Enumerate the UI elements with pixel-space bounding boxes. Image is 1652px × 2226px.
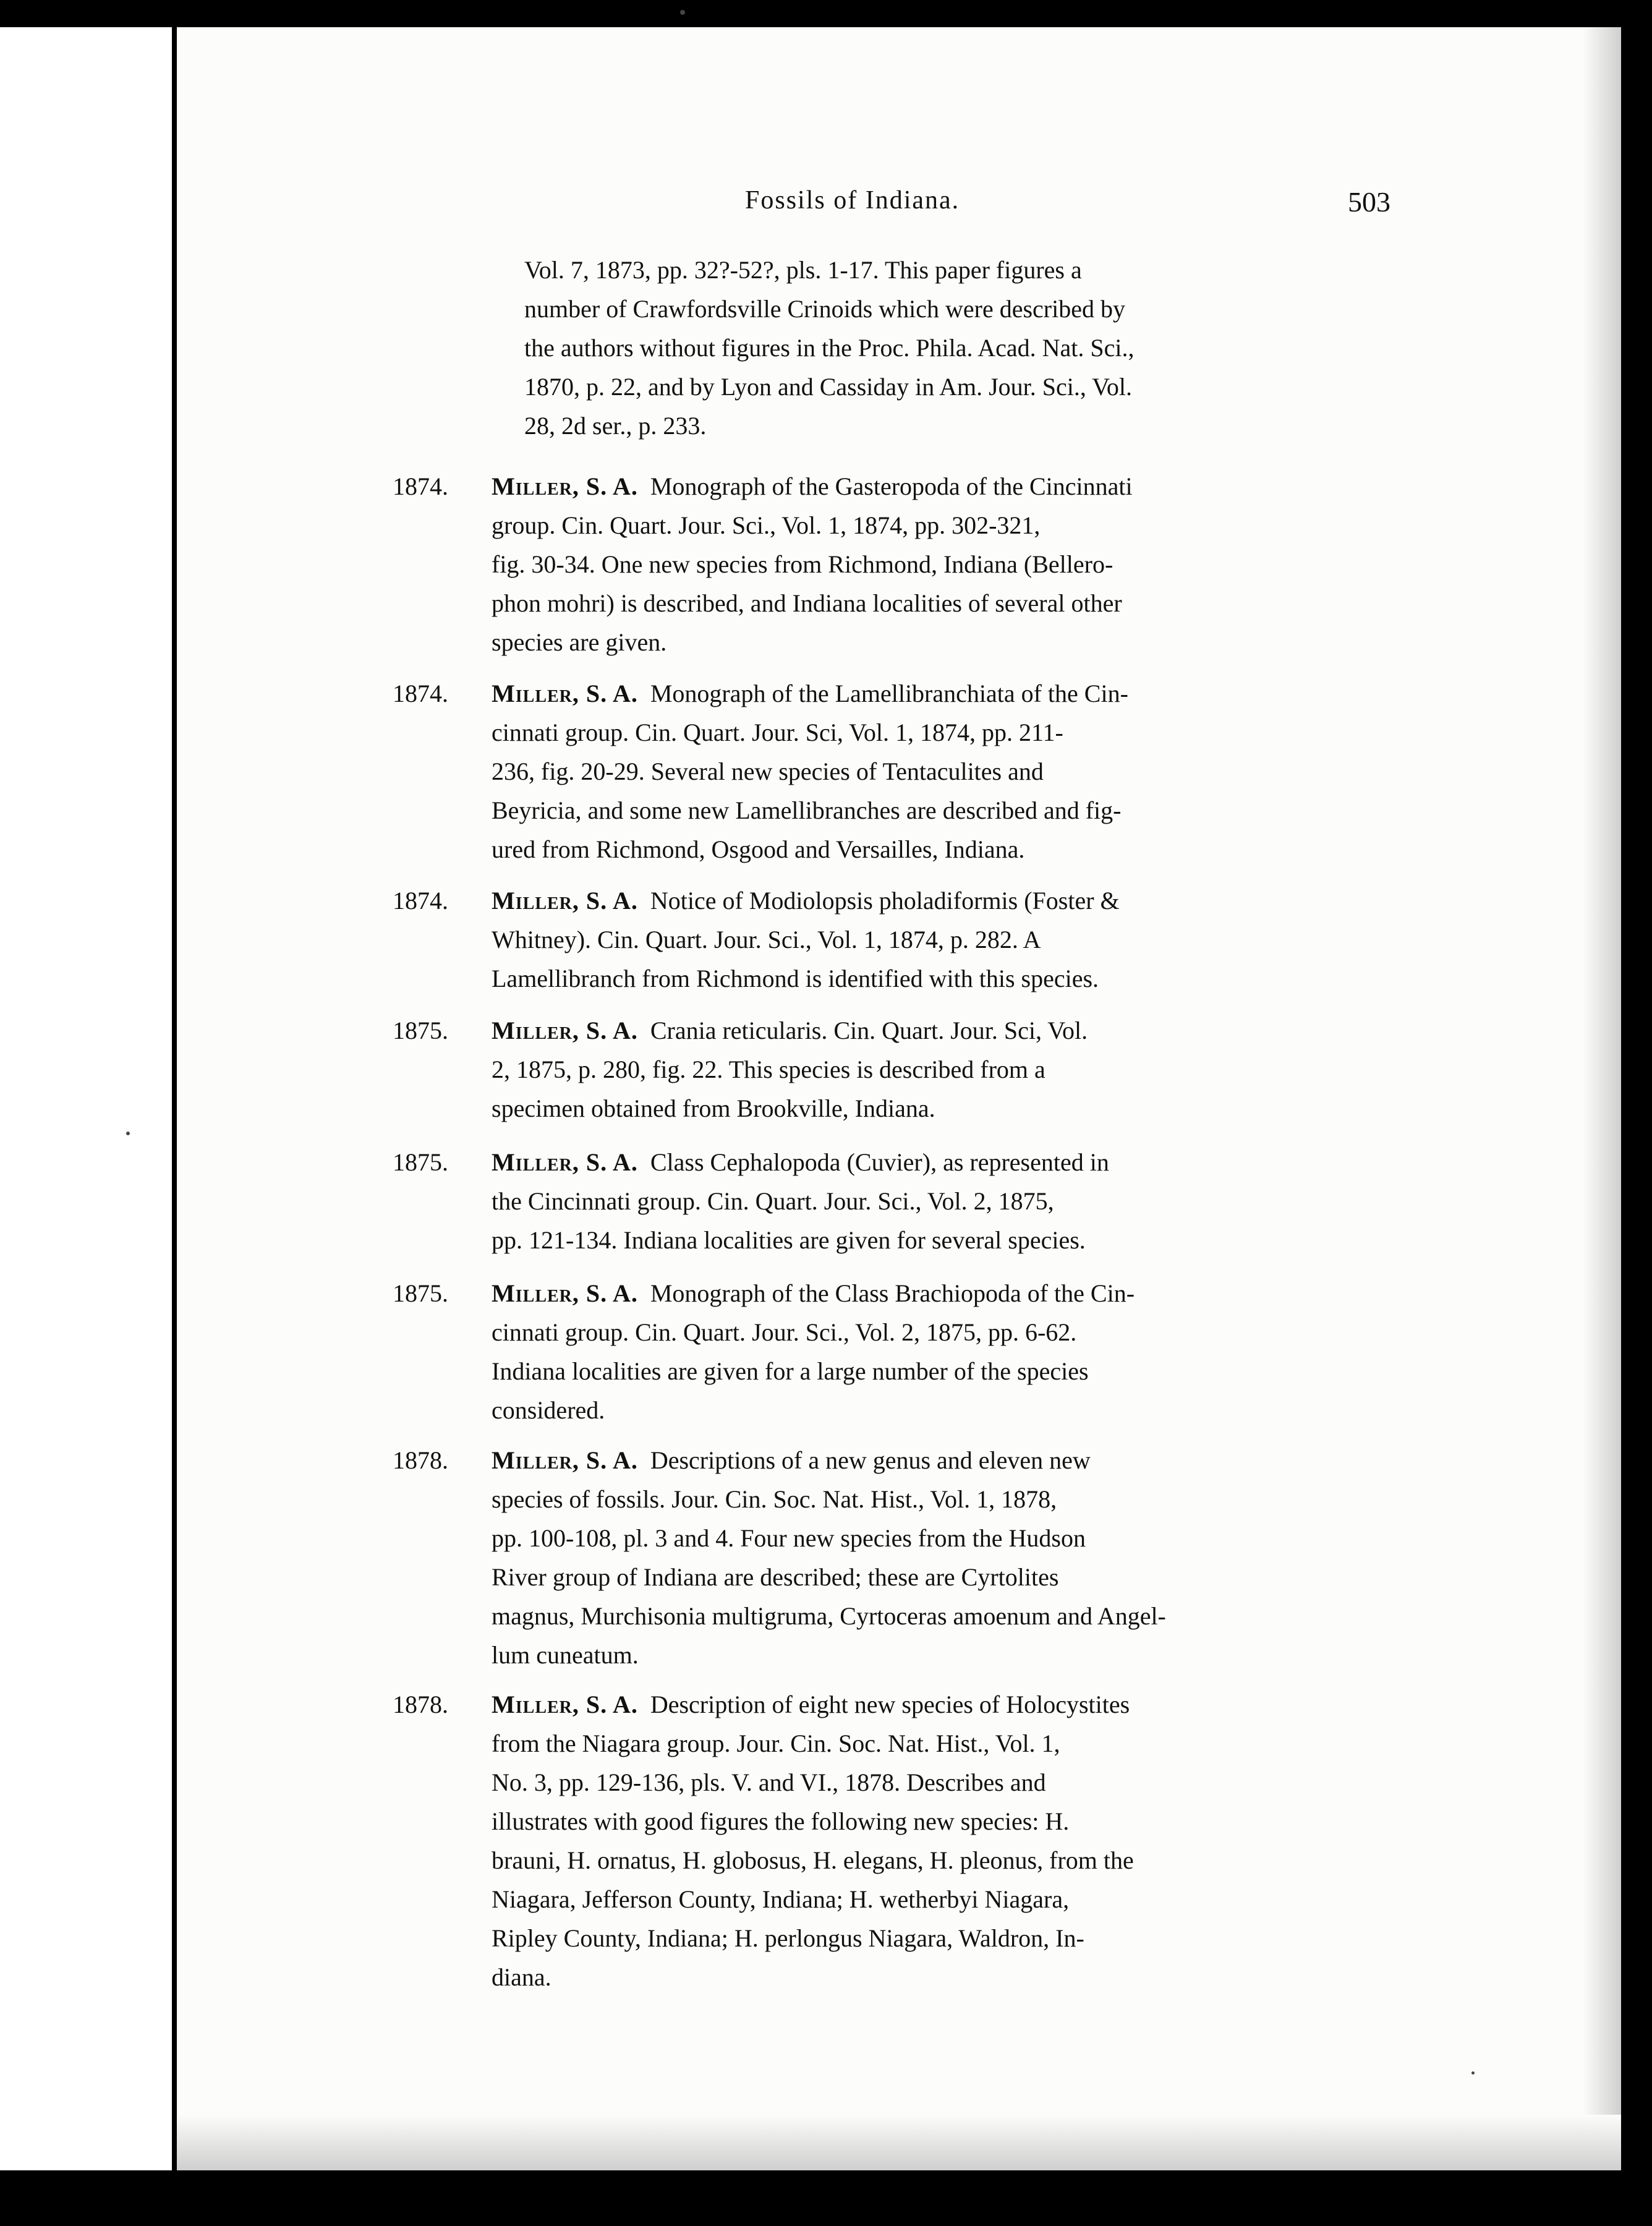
entry-year: 1878. xyxy=(393,1446,448,1474)
entry-year: 1874. xyxy=(393,472,448,500)
text-line: cinnati group. Cin. Quart. Jour. Sci., Vol. 2, 1875, pp. 6-62. xyxy=(492,1318,1077,1346)
text-line: Indiana localities are given for a large number of the species xyxy=(492,1357,1089,1385)
entry-text xyxy=(492,674,1400,869)
text-line: group. Cin. Quart. Jour. Sci., Vol. 1, 1874, pp. 302-321, xyxy=(492,511,1041,539)
text-line: River group of Indiana are described; these are Cyrtolites xyxy=(492,1563,1059,1591)
text-line: fig. 30-34. One new species from Richmond, Indiana (Bellero- xyxy=(492,550,1113,578)
entry-author: Miller, S. A. xyxy=(492,1691,638,1718)
entry-first-line xyxy=(492,1143,1400,1182)
entry-text xyxy=(492,1441,1400,1674)
entry-author: Miller, S. A. xyxy=(492,1279,638,1307)
entry-year: 1874. xyxy=(393,680,448,707)
text-line: Beyricia, and some new Lamellibranches are described and fig- xyxy=(492,796,1122,824)
binding-gutter-line xyxy=(172,0,177,2226)
entry-text xyxy=(492,1685,1400,1997)
entry-text xyxy=(492,1274,1400,1430)
entry-year: 1874. xyxy=(393,887,448,915)
text-line: diana. xyxy=(492,1963,551,1991)
text-line: considered. xyxy=(492,1396,605,1424)
entry-year: 1878. xyxy=(393,1691,448,1718)
text-line: Description of eight new species of Holocystites xyxy=(650,1691,1130,1718)
entry-text xyxy=(492,467,1400,662)
page-edge-shadow-bottom xyxy=(177,2115,1621,2170)
page-number: 503 xyxy=(1348,186,1390,218)
text-line: specimen obtained from Brookville, Indiana. xyxy=(492,1094,935,1122)
running-head: Fossils of Indiana. xyxy=(745,186,960,215)
text-line: 1870, p. 22, and by Lyon and Cassiday in Am. Jour. Sci., Vol. xyxy=(524,373,1132,401)
entry-author: Miller, S. A. xyxy=(492,680,638,707)
entry-year: 1875. xyxy=(393,1148,448,1176)
page-edge-shadow-right xyxy=(1583,27,1621,2170)
text-line: number of Crawfordsville Crinoids which were described by xyxy=(524,295,1125,323)
entry-first-line xyxy=(492,674,1400,713)
scan-border-right xyxy=(1621,0,1652,2226)
entry-author: Miller, S. A. xyxy=(492,1148,638,1176)
entry-year: 1875. xyxy=(393,1279,448,1307)
text-line: Ripley County, Indiana; H. perlongus Niagara, Waldron, In- xyxy=(492,1924,1084,1952)
text-line: brauni, H. ornatus, H. globosus, H. elegans, H. pleonus, from the xyxy=(492,1846,1134,1874)
entry-author: Miller, S. A. xyxy=(492,472,638,500)
text-line: ured from Richmond, Osgood and Versailles, Indiana. xyxy=(492,835,1025,863)
text-line: 28, 2d ser., p. 233. xyxy=(524,412,707,440)
continuation-paragraph xyxy=(524,250,1400,445)
text-line: the authors without figures in the Proc. Phila. Acad. Nat. Sci., xyxy=(524,334,1135,362)
entry-first-line xyxy=(492,1685,1400,1724)
entry-text xyxy=(492,1143,1400,1260)
text-line: Lamellibranch from Richmond is identified with this species. xyxy=(492,965,1099,992)
text-line: Vol. 7, 1873, pp. 32?-52?, pls. 1-17. This paper figures a xyxy=(524,256,1082,284)
entry-author: Miller, S. A. xyxy=(492,1446,638,1474)
text-line: Monograph of the Class Brachiopoda of the Cin- xyxy=(650,1279,1135,1307)
text-line: from the Niagara group. Jour. Cin. Soc. Nat. Hist., Vol. 1, xyxy=(492,1729,1060,1757)
text-line: Monograph of the Lamellibranchiata of the Cin- xyxy=(650,680,1128,707)
speck-mark xyxy=(680,10,685,15)
entry-first-line xyxy=(492,467,1400,506)
text-line: 236, fig. 20-29. Several new species of Tentaculites and xyxy=(492,757,1044,785)
entry-author: Miller, S. A. xyxy=(492,1017,638,1044)
text-line: lum cuneatum. xyxy=(492,1641,639,1669)
text-line: phon mohri) is described, and Indiana localities of several other xyxy=(492,589,1122,617)
entry-first-line xyxy=(492,1011,1400,1050)
text-line: Monograph of the Gasteropoda of the Cincinnati xyxy=(650,472,1133,500)
scan-border-bottom xyxy=(0,2170,1652,2226)
text-line: Class Cephalopoda (Cuvier), as represented in xyxy=(650,1148,1109,1176)
text-line: Notice of Modiolopsis pholadiformis (Foster & xyxy=(650,887,1120,915)
text-line: pp. 100-108, pl. 3 and 4. Four new species from the Hudson xyxy=(492,1524,1086,1552)
text-line: Whitney). Cin. Quart. Jour. Sci., Vol. 1, 1874, p. 282. A xyxy=(492,926,1041,953)
entry-first-line xyxy=(492,1441,1400,1480)
text-line: Crania reticularis. Cin. Quart. Jour. Sci, Vol. xyxy=(650,1017,1088,1044)
text-line: Niagara, Jefferson County, Indiana; H. wetherbyi Niagara, xyxy=(492,1885,1070,1913)
entry-first-line xyxy=(492,1274,1400,1313)
entry-text xyxy=(492,1011,1400,1128)
text-line: pp. 121-134. Indiana localities are given for several species. xyxy=(492,1226,1086,1254)
text-line: illustrates with good figures the following new species: H. xyxy=(492,1807,1070,1835)
entry-first-line xyxy=(492,881,1400,920)
entry-year: 1875. xyxy=(393,1017,448,1044)
text-line: No. 3, pp. 129-136, pls. V. and VI., 1878. Describes and xyxy=(492,1768,1046,1796)
entry-text xyxy=(492,881,1400,998)
text-line: species of fossils. Jour. Cin. Soc. Nat. Hist., Vol. 1, 1878, xyxy=(492,1485,1057,1513)
text-line: 2, 1875, p. 280, fig. 22. This species is described from a xyxy=(492,1055,1045,1083)
text-line: the Cincinnati group. Cin. Quart. Jour. Sci., Vol. 2, 1875, xyxy=(492,1187,1054,1215)
text-line: species are given. xyxy=(492,628,667,656)
text-line: Descriptions of a new genus and eleven new xyxy=(650,1446,1091,1474)
speck-mark xyxy=(126,1132,130,1135)
text-line: cinnati group. Cin. Quart. Jour. Sci, Vol. 1, 1874, pp. 211- xyxy=(492,719,1063,746)
entry-author: Miller, S. A. xyxy=(492,887,638,915)
scan-border-top xyxy=(0,0,1652,27)
text-line: magnus, Murchisonia multigruma, Cyrtoceras amoenum and Angel- xyxy=(492,1602,1166,1630)
speck-mark xyxy=(1471,2071,1475,2075)
